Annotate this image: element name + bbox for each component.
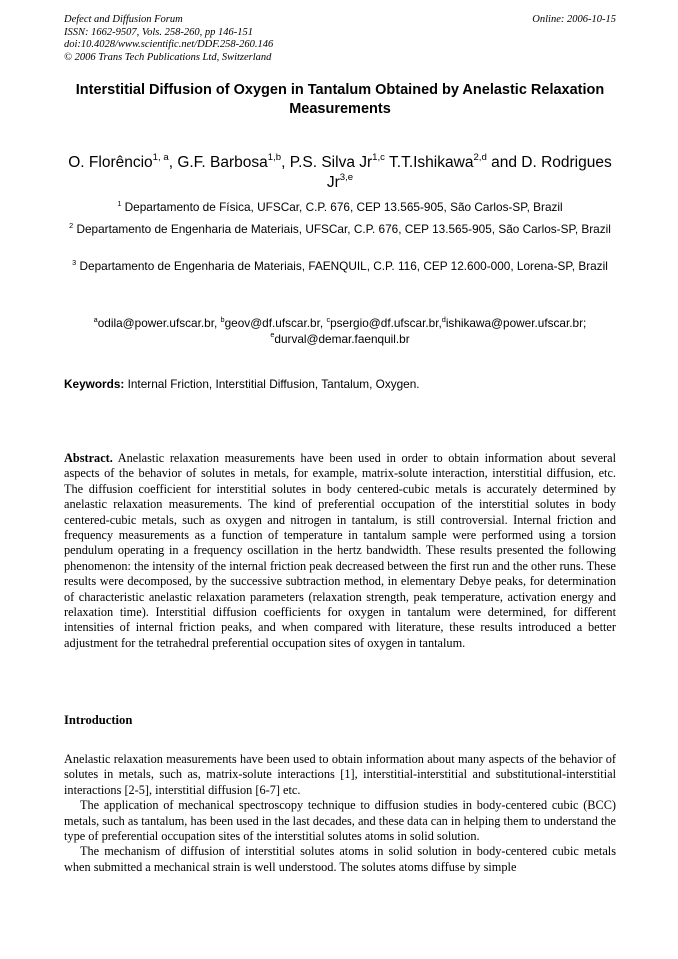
author-emails xyxy=(64,316,616,347)
journal-header xyxy=(64,14,616,64)
journal-name: Defect and Diffusion Forum xyxy=(64,14,183,25)
paragraph: The mechanism of diffusion of interstitial solutes atoms in solid solution in body-centered cubic metals when submitted a mechanical strain is well understood. The solutes atoms diffuse by simple xyxy=(64,844,616,874)
email-address: psergio@df.ufscar.br, xyxy=(330,316,442,330)
paragraph: The application of mechanical spectroscopy technique to diffusion studies in body-centered cubic (BCC) metals, such as tantalum, has been used in the last decades, and these data can in helping them to understand the type of preferential occupation sites of the interstitial solutes atoms in solid solution. xyxy=(64,798,616,844)
author-separator: , xyxy=(168,154,178,171)
journal-issn: ISSN: 1662-9507, Vols. 258-260, pp 146-151 xyxy=(64,26,253,38)
affiliation-3 xyxy=(64,259,616,275)
author-list xyxy=(64,153,616,193)
email-mark: b xyxy=(220,314,225,324)
email-address: durval@demar.faenquil.br xyxy=(274,331,410,346)
abstract-label: Abstract. xyxy=(64,451,113,465)
journal-info xyxy=(64,14,273,64)
author-name: G.F. Barbosa xyxy=(177,154,268,171)
affiliation-number: 1 xyxy=(117,198,122,208)
author-name: O. Florêncio xyxy=(68,154,153,171)
section-heading-introduction: Introduction xyxy=(64,713,133,727)
author-name: P.S. Silva Jr xyxy=(289,154,373,171)
author-affil-mark: 1,b xyxy=(267,152,282,164)
author-affil-mark: 3,e xyxy=(339,172,354,184)
keywords xyxy=(64,377,616,392)
affiliation-text: Departamento de Física, UFSCar, C.P. 676, CEP 13.565-905, São Carlos-SP, Brazil xyxy=(121,200,563,214)
author-separator: and xyxy=(486,154,522,171)
email-mark: c xyxy=(326,314,331,324)
author-name: D. Rodrigues Jr xyxy=(326,154,612,191)
introduction-body xyxy=(64,752,616,875)
author-affil-mark: 2,d xyxy=(473,152,487,164)
keywords-text: Internal Friction, Interstitial Diffusion, Tantalum, Oxygen. xyxy=(124,377,420,391)
author-affil-mark: 1, a xyxy=(152,152,169,164)
keywords-label: Keywords: xyxy=(64,377,125,391)
affiliation-text: Departamento de Engenharia de Materiais, UFSCar, C.P. 676, CEP 13.565-905, São Carlos-SP, Brazil xyxy=(73,222,611,236)
affiliation-2 xyxy=(64,222,616,238)
email-mark: d xyxy=(441,314,446,324)
affiliation-1 xyxy=(64,200,616,216)
journal-copyright: © 2006 Trans Tech Publications Ltd, Switzerland xyxy=(64,51,272,63)
author-separator: , xyxy=(281,154,290,171)
affiliation-number: 2 xyxy=(69,220,74,230)
online-date: Online: 2006-10-15 xyxy=(532,14,616,25)
paragraph: Anelastic relaxation measurements have been used to obtain information about many aspects of the behavior of solutes in metals, such as, matrix-solute interactions [1], interstitial-interstitial and substitutional-interstitial interactions [2-5], interstitial diffusion [6-7] etc. xyxy=(64,752,616,797)
abstract-text: Anelastic relaxation measurements have been used in order to obtain information about several aspects of the behavior of solutes in metals, for example, matrix-solute interaction, interstitial diffusion, etc. The diffusion coefficient for interstitial solutes in body centered-cubic metals is accurately determined by anelastic relaxation measurements. The kind of preferential occupation of the interstitial solutes in body centered-cubic metals, such as oxygen and nitrogen in tantalum, is still controversial. Internal friction and frequency measurements as a function of temperature in tantalum sample were performed using a torsion pendulum operating in a frequency oscillation in the hertz bandwidth. These results presented the following phenomenon: the intensity of the internal friction peak decreased between the first run and the other runs. These results were decomposed, by the successive subtraction method, in elementary Debye peaks, for determination of characteristic anelastic relaxation parameters (relaxation strength, peak temperature, activation energy and relaxation time). Interstitial diffusion coefficients for oxygen in tantalum were determined, for different intensities of internal friction peaks, and when compared with literature, these results introduced a better adjustment for the tetrahedral preferential occupation sites of oxygen in tantalum. xyxy=(64,451,616,650)
affiliation-text: Departamento de Engenharia de Materiais, FAENQUIL, C.P. 116, CEP 12.600-000, Lorena-SP, Brazil xyxy=(76,259,608,273)
journal-doi: doi:10.4028/www.scientific.net/DDF.258-260.146 xyxy=(64,39,274,50)
email-address: odila@power.ufscar.br, xyxy=(97,316,221,330)
author-name: T.T.Ishikawa xyxy=(389,154,474,171)
abstract xyxy=(64,451,616,651)
email-mark: a xyxy=(93,314,98,324)
author-affil-mark: 1,c xyxy=(372,152,385,164)
email-address: ishikawa@power.ufscar.br; xyxy=(445,316,587,330)
email-address: geov@df.ufscar.br, xyxy=(224,316,327,330)
email-mark: e xyxy=(270,330,275,340)
affiliation-number: 3 xyxy=(72,257,77,267)
paper-title: Interstitial Diffusion of Oxygen in Tantalum Obtained by Anelastic Relaxation Measurements xyxy=(75,82,605,117)
